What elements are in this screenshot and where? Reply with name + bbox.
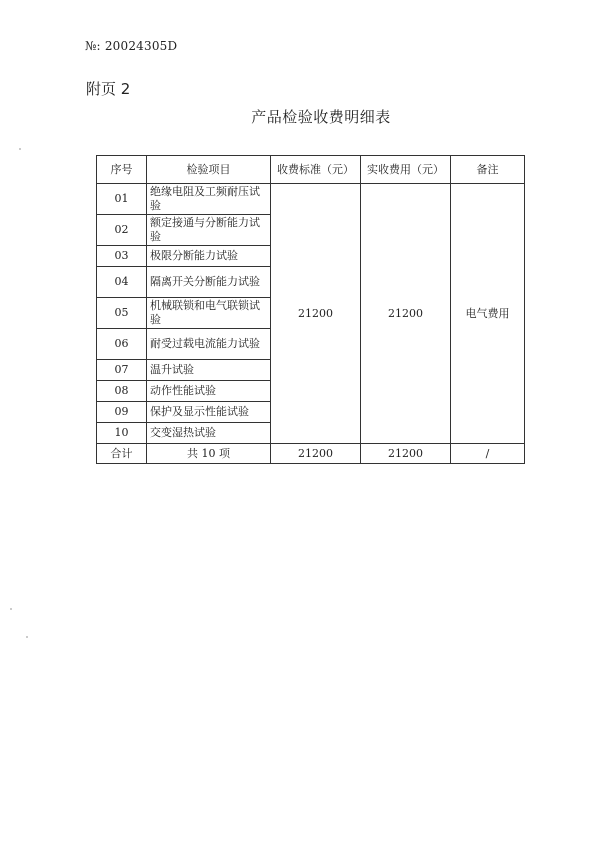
row-item: 绝缘电阻及工频耐压试验 [147,184,271,215]
total-remark: / [451,444,525,464]
document-number: №: 20024305D [85,39,178,53]
row-item: 动作性能试验 [147,381,271,402]
header-standard-fee: 收费标准（元） [271,156,361,184]
row-seq: 05 [97,298,147,329]
row-item: 机械联锁和电气联锁试验 [147,298,271,329]
scan-speck [10,608,12,610]
total-item-count: 共 10 项 [147,444,271,464]
header-actual-fee: 实收费用（元） [361,156,451,184]
remark-value: 电气费用 [451,184,525,444]
row-item: 交变湿热试验 [147,423,271,444]
total-standard-fee: 21200 [271,444,361,464]
scan-speck [19,148,21,150]
scan-speck [26,636,28,638]
total-label: 合计 [97,444,147,464]
attachment-label: 附页 2 [86,80,131,98]
total-actual-fee: 21200 [361,444,451,464]
standard-fee-value: 21200 [271,184,361,444]
row-item: 隔离开关分断能力试验 [147,267,271,298]
header-seq: 序号 [97,156,147,184]
row-item: 温升试验 [147,360,271,381]
row-seq: 02 [97,215,147,246]
header-item: 检验项目 [147,156,271,184]
actual-fee-value: 21200 [361,184,451,444]
fee-table [96,155,525,464]
row-seq: 01 [97,184,147,215]
page-title: 产品检验收费明细表 [251,108,391,126]
row-item: 保护及显示性能试验 [147,402,271,423]
header-remark: 备注 [451,156,525,184]
total-row [97,444,525,464]
row-item: 耐受过载电流能力试验 [147,329,271,360]
row-seq: 09 [97,402,147,423]
table-row [97,184,525,215]
row-seq: 03 [97,246,147,267]
row-seq: 06 [97,329,147,360]
row-seq: 07 [97,360,147,381]
table-header-row [97,156,525,184]
row-seq: 08 [97,381,147,402]
row-seq: 04 [97,267,147,298]
row-seq: 10 [97,423,147,444]
row-item: 极限分断能力试验 [147,246,271,267]
row-item: 额定接通与分断能力试验 [147,215,271,246]
